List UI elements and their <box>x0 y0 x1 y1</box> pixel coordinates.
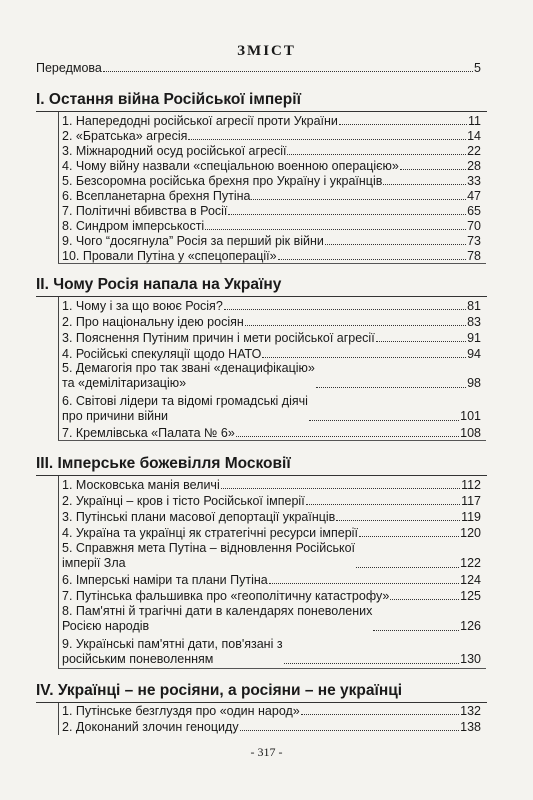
section-rule <box>36 111 487 112</box>
page-number: - 317 - <box>250 745 283 759</box>
entry-label-line: 9. Українські пам'ятні дати, пов'язані з <box>62 637 283 651</box>
section-bottom-rule <box>58 668 486 669</box>
dot-leader <box>269 583 459 584</box>
dot-leader <box>205 229 466 230</box>
entry-page: 98 <box>467 376 481 390</box>
toc-entry[interactable] <box>62 347 481 361</box>
dot-leader <box>390 599 459 600</box>
dot-leader <box>306 504 460 505</box>
toc-entry[interactable] <box>62 189 481 203</box>
entry-label: 7. Кремлівська «Палата № 6» <box>62 426 235 440</box>
entry-page: 119 <box>461 510 481 524</box>
dot-leader <box>336 520 460 521</box>
dot-leader <box>400 169 466 170</box>
entry-label: 9. Чого “досягнула” Росія за перший рік війни <box>62 234 324 248</box>
entry-label: 1. Чому і за що воює Росія? <box>62 299 223 313</box>
entry-label-block <box>62 361 315 391</box>
dot-leader <box>103 71 473 72</box>
toc-entry[interactable] <box>62 129 481 143</box>
toc-entry[interactable] <box>62 144 481 158</box>
entry-label: 5. Безсоромна російська брехня про Україну і українців <box>62 174 383 188</box>
section-vertical-rule <box>58 297 59 441</box>
toc-entry[interactable] <box>62 219 481 233</box>
entry-label: 6. Всепланетарна брехня Путіна <box>62 189 251 203</box>
toc-entry[interactable] <box>62 299 481 313</box>
entry-page: 73 <box>467 234 481 248</box>
toc-entry[interactable] <box>62 526 481 540</box>
dot-leader <box>376 341 466 342</box>
dot-leader <box>278 259 466 260</box>
entry-label: 4. Україна та українці як стратегічні ресурси імперії <box>62 526 358 540</box>
entry-page: 138 <box>460 720 481 734</box>
entry-page: 81 <box>467 299 481 313</box>
page-title: ЗМІСТ <box>237 43 296 59</box>
dot-leader <box>325 244 466 245</box>
dot-leader <box>262 357 466 358</box>
entry-label: 4. Російські спекуляції щодо НАТО <box>62 347 262 361</box>
toc-entry[interactable] <box>62 234 481 248</box>
section-bottom-rule <box>58 440 486 441</box>
entry-page: 65 <box>467 204 481 218</box>
entry-page: 117 <box>461 494 481 508</box>
entry-label: 4. Чому війну назвали «спеціальною военною операцією» <box>62 159 399 173</box>
entry-label: 7. Політичні вбивства в Росії <box>62 204 228 218</box>
entry-label: Передмова <box>36 61 102 75</box>
entry-label-line: 5. Справжня мета Путіна – відновлення Російської <box>62 541 355 555</box>
toc-entry[interactable] <box>62 478 481 492</box>
entry-label: 1. Московська манія величі <box>62 478 220 492</box>
entry-page: 130 <box>460 652 481 666</box>
dot-leader <box>284 663 460 664</box>
entry-label: 7. Путінська фальшивка про «геополітичну катастрофу» <box>62 589 390 603</box>
toc-entry[interactable] <box>62 315 481 329</box>
entry-page: 132 <box>460 704 481 718</box>
entry-page: 33 <box>467 174 481 188</box>
entry-label: 2. Доконаний злочин геноциду <box>62 720 239 734</box>
toc-entry[interactable] <box>62 426 481 440</box>
toc-entry[interactable] <box>62 394 481 424</box>
entry-page: 83 <box>467 315 481 329</box>
entry-label-line: 6. Світові лідери та відомі громадські діячі <box>62 394 308 408</box>
entry-label: російським поневоленням <box>62 652 214 666</box>
entry-page: 78 <box>467 249 481 263</box>
entry-label: 1. Напередодні російської агресії проти України <box>62 114 338 128</box>
section-vertical-rule <box>58 703 59 735</box>
dot-leader <box>373 630 459 631</box>
dot-leader <box>316 387 466 388</box>
entry-page: 14 <box>467 129 481 143</box>
entry-page: 122 <box>460 556 481 570</box>
entry-label-block <box>62 637 283 667</box>
entry-label-block <box>62 604 372 634</box>
toc-entry[interactable] <box>62 494 481 508</box>
toc-entry[interactable] <box>62 331 481 345</box>
entry-page: 91 <box>467 331 481 345</box>
entry-page: 112 <box>461 478 481 492</box>
toc-entry[interactable] <box>62 361 481 391</box>
entry-label: 6. Імперські наміри та плани Путіна <box>62 573 268 587</box>
entry-label: 3. Путінські плани масової депортації українців <box>62 510 336 524</box>
dot-leader <box>309 420 459 421</box>
section-rule <box>36 702 487 703</box>
entry-page: 126 <box>460 619 481 633</box>
entry-page: 101 <box>460 409 481 423</box>
section-heading: II. Чому Росія напала на Україну <box>36 276 282 293</box>
toc-entry[interactable] <box>62 114 481 128</box>
entry-page: 28 <box>467 159 481 173</box>
entry-label: 8. Синдром імперськості <box>62 219 205 233</box>
entry-label: 10. Провали Путіна у «спецоперації» <box>62 249 277 263</box>
section-rule <box>36 475 487 476</box>
entry-page: 124 <box>460 573 481 587</box>
toc-entry[interactable] <box>62 604 481 634</box>
section-vertical-rule <box>58 112 59 264</box>
entry-page: 125 <box>460 589 481 603</box>
entry-label: 1. Путінське безглуздя про «один народ» <box>62 704 300 718</box>
dot-leader <box>339 124 467 125</box>
toc-entry[interactable] <box>62 249 481 263</box>
section-bottom-rule <box>58 263 486 264</box>
toc-entry[interactable] <box>62 720 481 734</box>
dot-leader <box>251 199 466 200</box>
dot-leader <box>287 154 466 155</box>
dot-leader <box>236 436 459 437</box>
dot-leader <box>245 325 466 326</box>
dot-leader <box>383 184 466 185</box>
entry-label: 3. Міжнародний осуд російської агресії <box>62 144 287 158</box>
section-heading: IV. Українці – не росіяни, а росіяни – не українці <box>36 682 403 699</box>
toc-entry[interactable] <box>62 541 481 571</box>
dot-leader <box>359 536 459 537</box>
entry-page: 11 <box>468 114 481 128</box>
toc-entry[interactable] <box>62 204 481 218</box>
section-rule <box>36 296 487 297</box>
dot-leader <box>301 714 459 715</box>
dot-leader <box>188 139 466 140</box>
entry-page: 5 <box>474 61 481 75</box>
entry-page: 47 <box>467 189 481 203</box>
toc-entry[interactable] <box>62 637 481 667</box>
toc-entry[interactable] <box>62 573 481 587</box>
dot-leader <box>228 214 466 215</box>
toc-entry[interactable] <box>62 159 481 173</box>
entry-label: 2. «Братська» агресія <box>62 129 188 143</box>
entry-page: 70 <box>467 219 481 233</box>
dot-leader <box>240 730 460 731</box>
entry-label: 2. Про національну ідею росіян <box>62 315 244 329</box>
toc-entry[interactable] <box>62 704 481 718</box>
toc-entry[interactable] <box>62 589 481 603</box>
entry-label: про причини війни <box>62 409 168 423</box>
dot-leader <box>224 309 466 310</box>
entry-page: 94 <box>467 347 481 361</box>
toc-entry[interactable] <box>62 510 481 524</box>
entry-page: 22 <box>467 144 481 158</box>
entry-label: 2. Українці – кров і тісто Російської імперії <box>62 494 305 508</box>
entry-label-block <box>62 541 355 571</box>
entry-label: та «демілітаризацію» <box>62 376 187 390</box>
entry-page: 108 <box>460 426 481 440</box>
entry-label: Росією народів <box>62 619 150 633</box>
section-vertical-rule <box>58 476 59 669</box>
entry-label-block <box>62 394 308 424</box>
toc-entry-preface[interactable] <box>36 61 481 75</box>
entry-label-line: 8. Пам'ятні й трагічні дати в календарях поневолених <box>62 604 373 618</box>
entry-label: 3. Пояснення Путіним причин і мети російської агресії <box>62 331 375 345</box>
dot-leader <box>221 488 460 489</box>
toc-entry[interactable] <box>62 174 481 188</box>
entry-label-line: 5. Демагогія про так звані «денацифікацію» <box>62 361 315 375</box>
entry-page: 120 <box>460 526 481 540</box>
dot-leader <box>356 567 459 568</box>
section-heading: I. Остання війна Російської імперії <box>36 91 301 108</box>
section-heading: III. Імперське божевілля Московії <box>36 455 291 472</box>
entry-label: імперії Зла <box>62 556 126 570</box>
